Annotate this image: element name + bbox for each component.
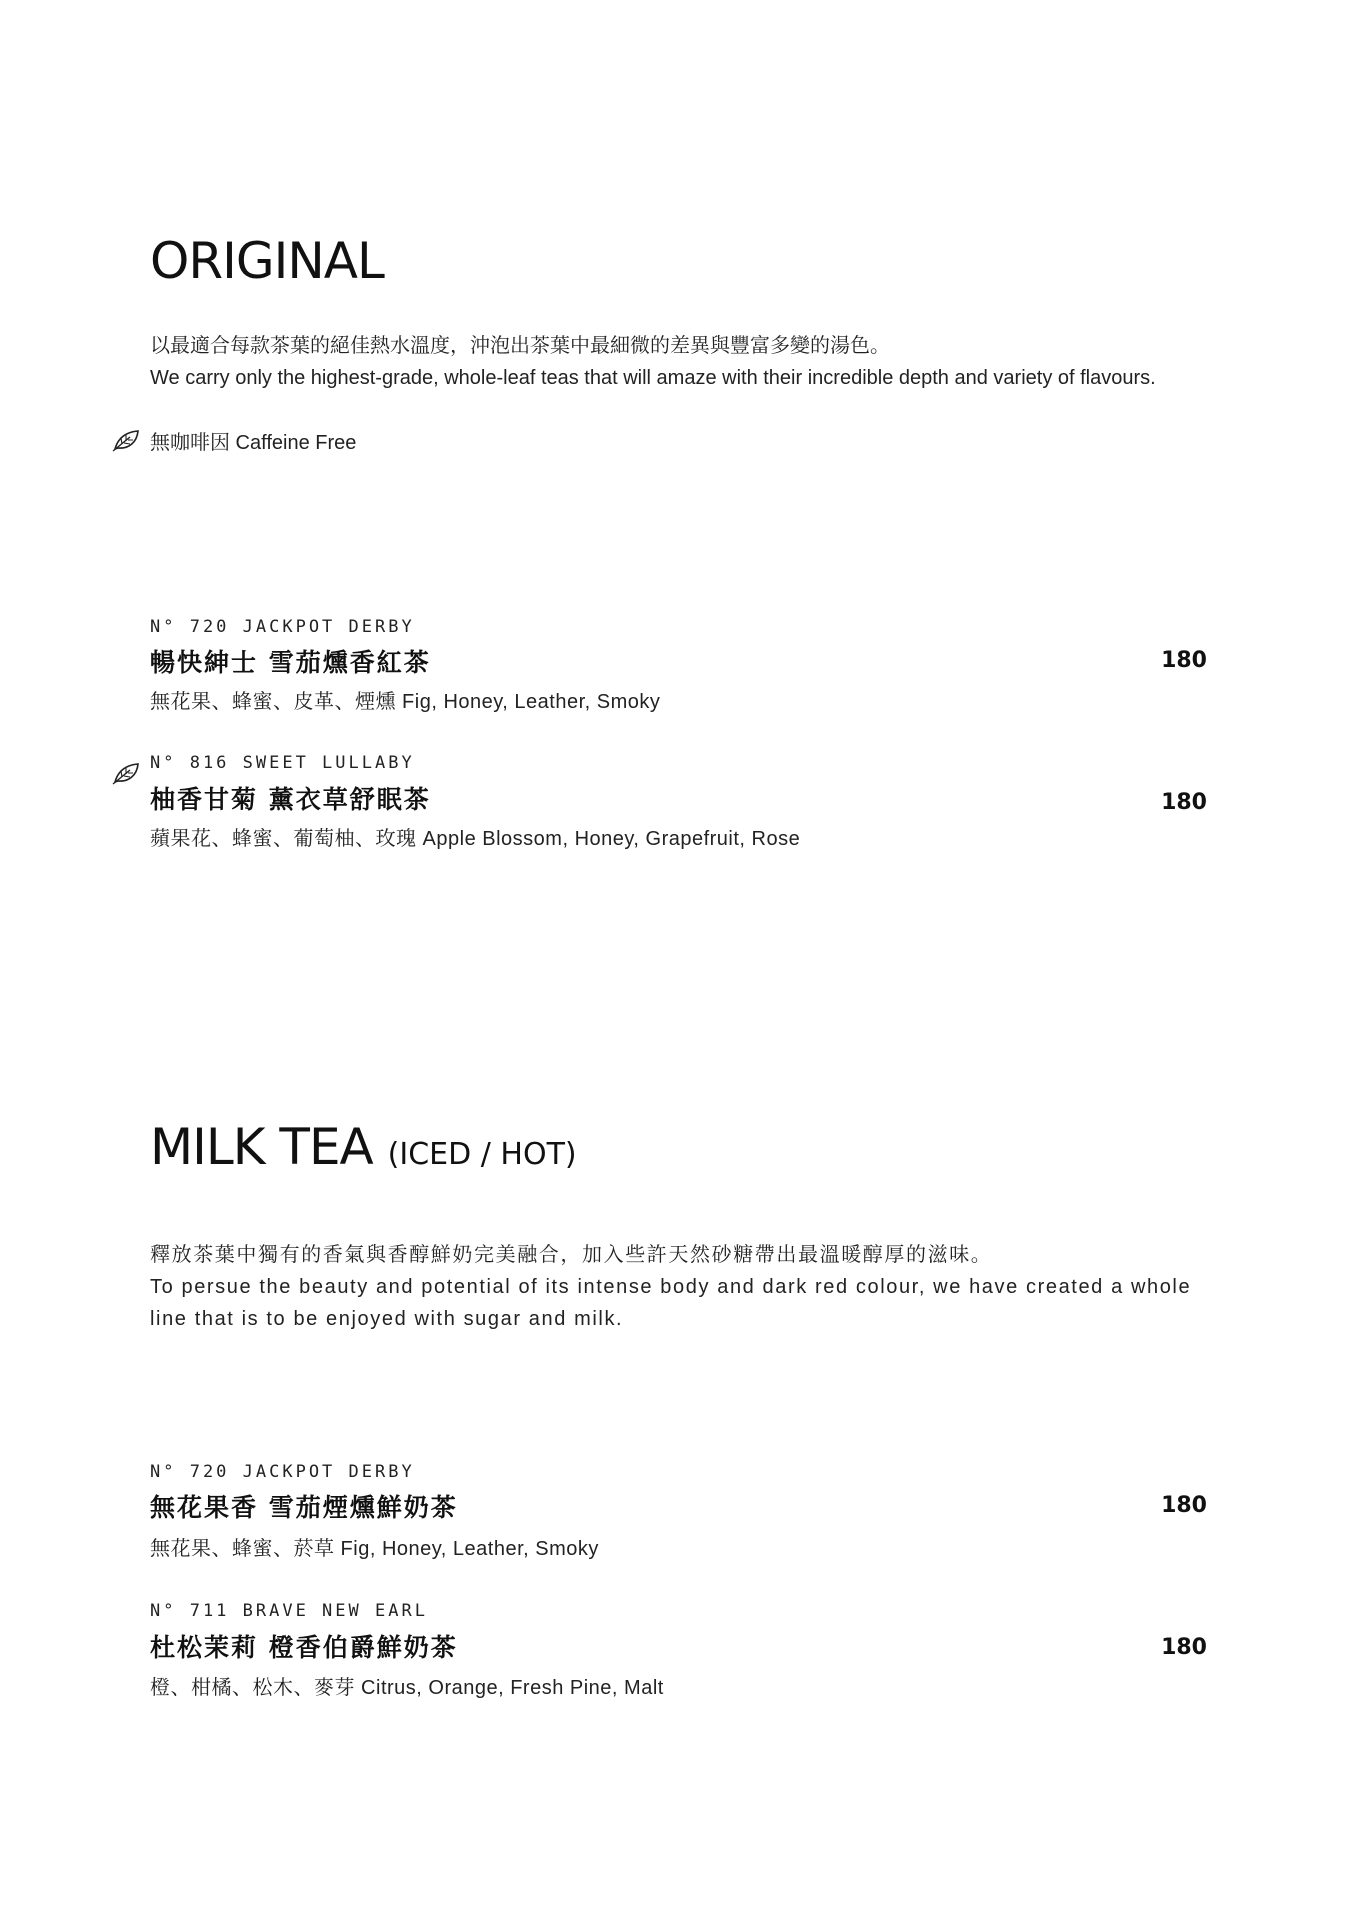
item-number: N° 816 SWEET LULLABY xyxy=(150,753,415,773)
description-en: We carry only the highest-grade, whole-leaf teas that will amaze with their incredible depth and variety of flavours. xyxy=(150,367,1156,389)
description-zh: 以最適合每款茶葉的絕佳熱水溫度，沖泡出茶葉中最細微的差異與豐富多變的湯色。 xyxy=(150,335,890,357)
section-title-text: MILK TEA xyxy=(150,1118,373,1176)
description-zh: 釋放茶葉中獨有的香氣與香醇鮮奶完美融合，加入些許天然砂糖帶出最溫暖醇厚的滋味。 xyxy=(150,1244,993,1266)
section-title-original xyxy=(150,232,384,290)
section-title-text: ORIGINAL xyxy=(150,232,384,290)
item-notes: 無花果、蜂蜜、皮革、煙燻 Fig, Honey, Leather, Smoky xyxy=(150,691,661,713)
item-name: 杜松茉莉 橙香伯爵鮮奶茶 xyxy=(150,1633,458,1662)
section-description-original xyxy=(150,330,1230,394)
item-notes: 無花果、蜂蜜、菸草 Fig, Honey, Leather, Smoky xyxy=(150,1538,599,1560)
leaf-icon xyxy=(112,428,140,452)
leaf-icon xyxy=(112,761,140,785)
item-notes: 蘋果花、蜂蜜、葡萄柚、玫瑰 Apple Blossom, Honey, Grapefruit, Rose xyxy=(150,828,801,850)
menu-item-original-2[interactable] xyxy=(150,753,415,773)
item-price: 180 xyxy=(1161,790,1207,815)
item-name: 無花果香 雪茄煙燻鮮奶茶 xyxy=(150,1493,458,1522)
menu-item-milk-tea-2[interactable] xyxy=(150,1601,428,1621)
item-number: N° 720 JACKPOT DERBY xyxy=(150,617,415,637)
item-notes: 橙、柑橘、松木、麥芽 Citrus, Orange, Fresh Pine, Malt xyxy=(150,1677,664,1699)
section-title-milk-tea xyxy=(150,1118,577,1176)
item-number: N° 711 BRAVE NEW EARL xyxy=(150,1601,428,1621)
item-price: 180 xyxy=(1161,1635,1207,1660)
legend-label: 無咖啡因 Caffeine Free xyxy=(150,432,357,454)
item-price: 180 xyxy=(1161,1493,1207,1518)
item-price: 180 xyxy=(1161,648,1207,673)
item-name: 柚香甘菊 薰衣草舒眠茶 xyxy=(150,785,431,814)
menu-item-original-1[interactable] xyxy=(150,617,415,637)
section-subtitle: (ICED / HOT) xyxy=(387,1137,577,1172)
item-name: 暢快紳士 雪茄燻香紅茶 xyxy=(150,648,431,677)
item-number: N° 720 JACKPOT DERBY xyxy=(150,1462,415,1482)
section-description-milk-tea xyxy=(150,1239,1230,1335)
description-en: To persue the beauty and potential of its intense body and dark red colour, we have created a whole line that is to be enjoyed with sugar and milk. xyxy=(150,1276,1192,1330)
menu-item-milk-tea-1[interactable] xyxy=(150,1462,415,1482)
